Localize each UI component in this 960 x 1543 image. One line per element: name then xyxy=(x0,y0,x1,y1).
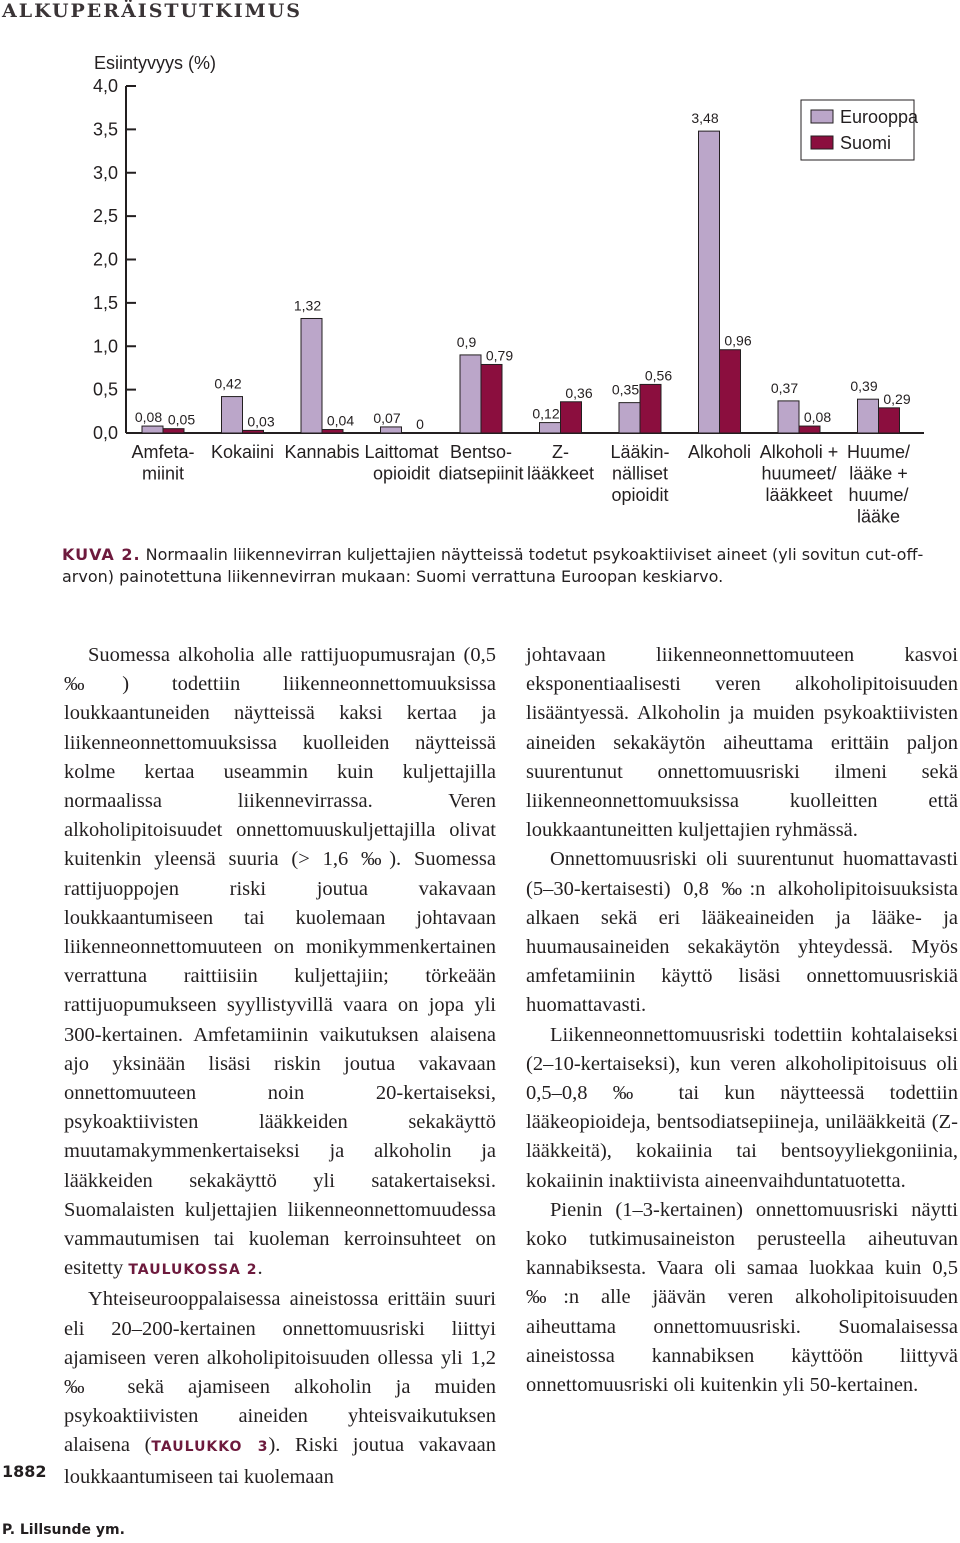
y-tick-label: 2,5 xyxy=(92,206,118,227)
bar-label-finland: 0,03 xyxy=(247,413,275,430)
y-tick-label: 0,0 xyxy=(92,423,118,443)
bar-label-europe: 0,9 xyxy=(456,333,477,350)
bar-europe xyxy=(301,318,322,433)
category-label: diatsepiinit xyxy=(438,463,524,484)
legend-label-europe: Eurooppa xyxy=(840,107,919,127)
category-label: Kokaiini xyxy=(210,442,275,462)
bar-finland xyxy=(322,430,343,433)
category-label: huume/ xyxy=(848,485,909,505)
category-label: lääkkeet xyxy=(765,485,833,505)
category-label: lääkkeet xyxy=(526,463,595,484)
author-footer: P. Lillsunde ym. xyxy=(2,1522,125,1538)
bar-label-finland: 0,79 xyxy=(485,347,514,364)
legend xyxy=(801,100,919,160)
bar-europe xyxy=(540,423,561,433)
category-label: Laittomat xyxy=(364,442,439,462)
y-tick-label: 4,0 xyxy=(92,76,118,96)
bar-finland xyxy=(720,350,741,433)
caption-text: Normaalin liikennevirran kuljettajien näytteissä todetut psykoaktiiviset aineet (yli sovitun cut-off-arvon) painotettuna liikennevirran mukaan: Suomi verrattuna Euroopan keskiarvo. xyxy=(62,545,924,586)
paragraph-text: Yhteiseurooppalaisessa aineistossa erittäin suuri eli 20–200-kertainen onnettomuusriski liittyi ajamiseen veren alkoholipitoisuuden ollessa yli 1,2 ‰ sekä ajamiseen alkoholin ja muiden psykoaktiivisten aineiden yhteisvaikutuksen alaisena ( xyxy=(64,1288,496,1457)
paragraph xyxy=(64,1285,496,1491)
bar-finland xyxy=(243,430,264,433)
category-labels xyxy=(131,442,910,527)
text-column-left xyxy=(64,641,496,1492)
category-label: Amfeta- xyxy=(131,442,195,462)
bar-label-finland: 0,08 xyxy=(803,409,832,426)
text-column-right xyxy=(526,641,958,1400)
category-label: Z- xyxy=(552,442,569,462)
bar-label-finland: 0,96 xyxy=(724,332,752,349)
bar-label-finland: 0,56 xyxy=(644,367,673,384)
paragraph: Pienin (1–3-kertainen) onnettomuusriski näytti koko tutkimusaineiston perusteella aiheutuvan kannabiksesta. Vaara oli samaa luokkaa kuin 0,5 ‰:n alle jäävän veren alkoholipitoisuuden aiheuttama onnettomuusriski. Suomalaisessa aineistossa kannabiksen käyttöön liittyvä onnettomuusriski oli kuitenkin yli 50-kertainen. xyxy=(526,1198,958,1397)
bar-label-finland: 0 xyxy=(416,416,424,432)
paragraph: Liikenneonnettomuusriski todettiin kohtalaiseksi (2–10-kertaiseksi), kun veren alkoholipitoisuus oli 0,5–0,8 ‰ tai kun näytteessä todettiin lääkeopioideja, bentsodiatsepiineja, unilääkkeitä (Z-lääkkeitä), kokaiinia tai bentsoyyliekgoniinia, kokaiinin inaktiivista aineenvaihduntatuotetta. xyxy=(526,1023,958,1192)
y-tick-label: 3,5 xyxy=(92,119,118,140)
bar-europe xyxy=(142,426,163,433)
bar-finland xyxy=(481,364,502,433)
legend-swatch-finland xyxy=(811,136,833,149)
y-tick-label: 1,0 xyxy=(92,336,118,357)
bar-label-finland: 0,05 xyxy=(167,411,196,428)
legend-swatch-europe xyxy=(811,110,833,123)
category-label: Lääkin- xyxy=(610,442,670,462)
page-number: 1882 xyxy=(2,1462,47,1481)
bar-europe xyxy=(460,355,481,433)
category-label: Alkoholi + xyxy=(759,442,839,462)
category-label: lääke + xyxy=(849,463,908,484)
y-tick-label: 2,0 xyxy=(92,249,118,270)
caption-label: KUVA 2. xyxy=(62,545,141,564)
bar-europe xyxy=(619,403,640,433)
category-label: miinit xyxy=(141,463,185,484)
bar-finland xyxy=(163,429,184,433)
bar-label-europe: 0,42 xyxy=(214,375,242,392)
legend-label-finland: Suomi xyxy=(840,133,892,153)
bar-finland xyxy=(799,426,820,433)
bar-finland xyxy=(640,384,661,433)
bar-label-europe: 1,32 xyxy=(293,297,322,314)
bar-finland xyxy=(879,408,900,433)
bar-finland xyxy=(561,402,582,433)
category-label: nälliset xyxy=(611,463,669,484)
bar-europe xyxy=(381,427,402,433)
bar-label-europe: 0,37 xyxy=(770,379,799,396)
category-label: Alkoholi xyxy=(687,442,752,462)
paragraph-text: Suomessa alkoholia alle rattijuopumusrajan (0,5 ‰) todettiin liikenneonnettomuuksissa loukkaantuneiden näytteissä kaksi kertaa ja liikenneonnettomuuksissa kuolleiden näytteissä kolme kertaa useammin kuin kuljettajilla normaalissa liikennevirrassa. Veren alkoholipitoisuudet onnettomuuskuljettajilla olivat kuitenkin yleensä suuria (> 1,6 ‰). Suomessa rattijuoppojen riski joutua vakavaan loukkaantumiseen tai kuolemaan johtavaan liikenneonnettomuuteen on monikymmenkertainen verrattuna raittiisiin kuljettajiin; törkeään rattijuopumukseen syyllistyvillä vaara on jopa yli 300-kertainen. Amfetamiinin vaikutuksen alaisena ajo yksinään lisäsi riskin joutua vakavaan onnettomuuteen noin 20-kertaiseksi, psykoaktiivisten lääkkeiden sekakäyttö muutamakymmenkertaiseksi ja alkoholin ja lääkkeiden sekakäyttö yli satakertaiseksi. Suomalaisten kuljettajien liikenneonnettomuudessa vammautumisen tai kuoleman kerroinsuhteet on esitetty xyxy=(64,644,496,1280)
figure-caption xyxy=(62,544,958,588)
bar-europe xyxy=(778,401,799,433)
bar-label-europe: 0,39 xyxy=(850,378,878,395)
category-label: lääke xyxy=(856,506,901,527)
bar-label-finland: 0,36 xyxy=(565,384,593,401)
paragraph-text: ). Riski joutua vakavaan loukkaantumiseen tai kuolemaan xyxy=(64,1434,496,1488)
category-label: Kannabis xyxy=(284,442,360,462)
bar-value-labels xyxy=(135,110,911,432)
category-label: Bentso- xyxy=(449,442,513,462)
y-tick-label: 1,5 xyxy=(92,292,118,313)
y-tick-label: 3,0 xyxy=(92,162,118,183)
paragraph: johtavaan liikenneonnettomuuteen kasvoi eksponentiaalisesti veren alkoholipitoisuuden lisääntyessä. Alkoholin ja muiden psykoaktiivisten aineiden sekakäytön aiheuttama erittäin paljon suurentunut onnettomuusriski ilmeni sekä liikenneonnettomuuksissa kuolleitten että loukkaantuneitten kuljettajien ryhmässä. xyxy=(526,644,958,842)
paragraph: Onnettomuusriski oli suurentunut huomattavasti (5–30-kertaisesti) 0,8 ‰:n alkoholipitoisuuksista alkaen sekä eri lääkeaineiden ja lääke- ja huumausaineiden sekakäytön yhteydessä. Myös amfetamiinin käyttö lisäsi onnettomuusriskiä huomattavasti. xyxy=(526,848,958,1017)
table-reference: TAULUKKO 3 xyxy=(151,1439,269,1456)
section-title: ALKUPERÄISTUTKIMUS xyxy=(2,0,302,22)
category-label: huumeet/ xyxy=(761,463,837,484)
bar-label-finland: 0,29 xyxy=(883,390,911,407)
y-tick-label: 0,5 xyxy=(92,379,118,400)
paragraph xyxy=(64,641,496,1285)
category-label: Huume/ xyxy=(846,442,911,462)
category-label: opioidit xyxy=(372,463,431,484)
bar-label-europe: 0,35 xyxy=(611,381,640,398)
bar-europe xyxy=(858,399,879,433)
table-reference: TAULUKOSSA 2 xyxy=(128,1262,258,1279)
bar-label-europe: 0,07 xyxy=(373,409,401,426)
bar-chart xyxy=(0,40,960,530)
category-label: opioidit xyxy=(611,485,669,505)
bar-europe xyxy=(699,131,720,433)
y-ticks xyxy=(93,76,136,443)
bar-label-europe: 3,48 xyxy=(691,110,719,127)
bar-europe xyxy=(222,397,243,433)
paragraph-text: . xyxy=(257,1257,263,1280)
y-axis-title: Esiintyvyys (%) xyxy=(94,53,217,73)
bar-label-europe: 0,08 xyxy=(134,409,163,426)
bar-label-europe: 0,12 xyxy=(532,405,560,422)
bar-label-finland: 0,04 xyxy=(326,412,355,429)
